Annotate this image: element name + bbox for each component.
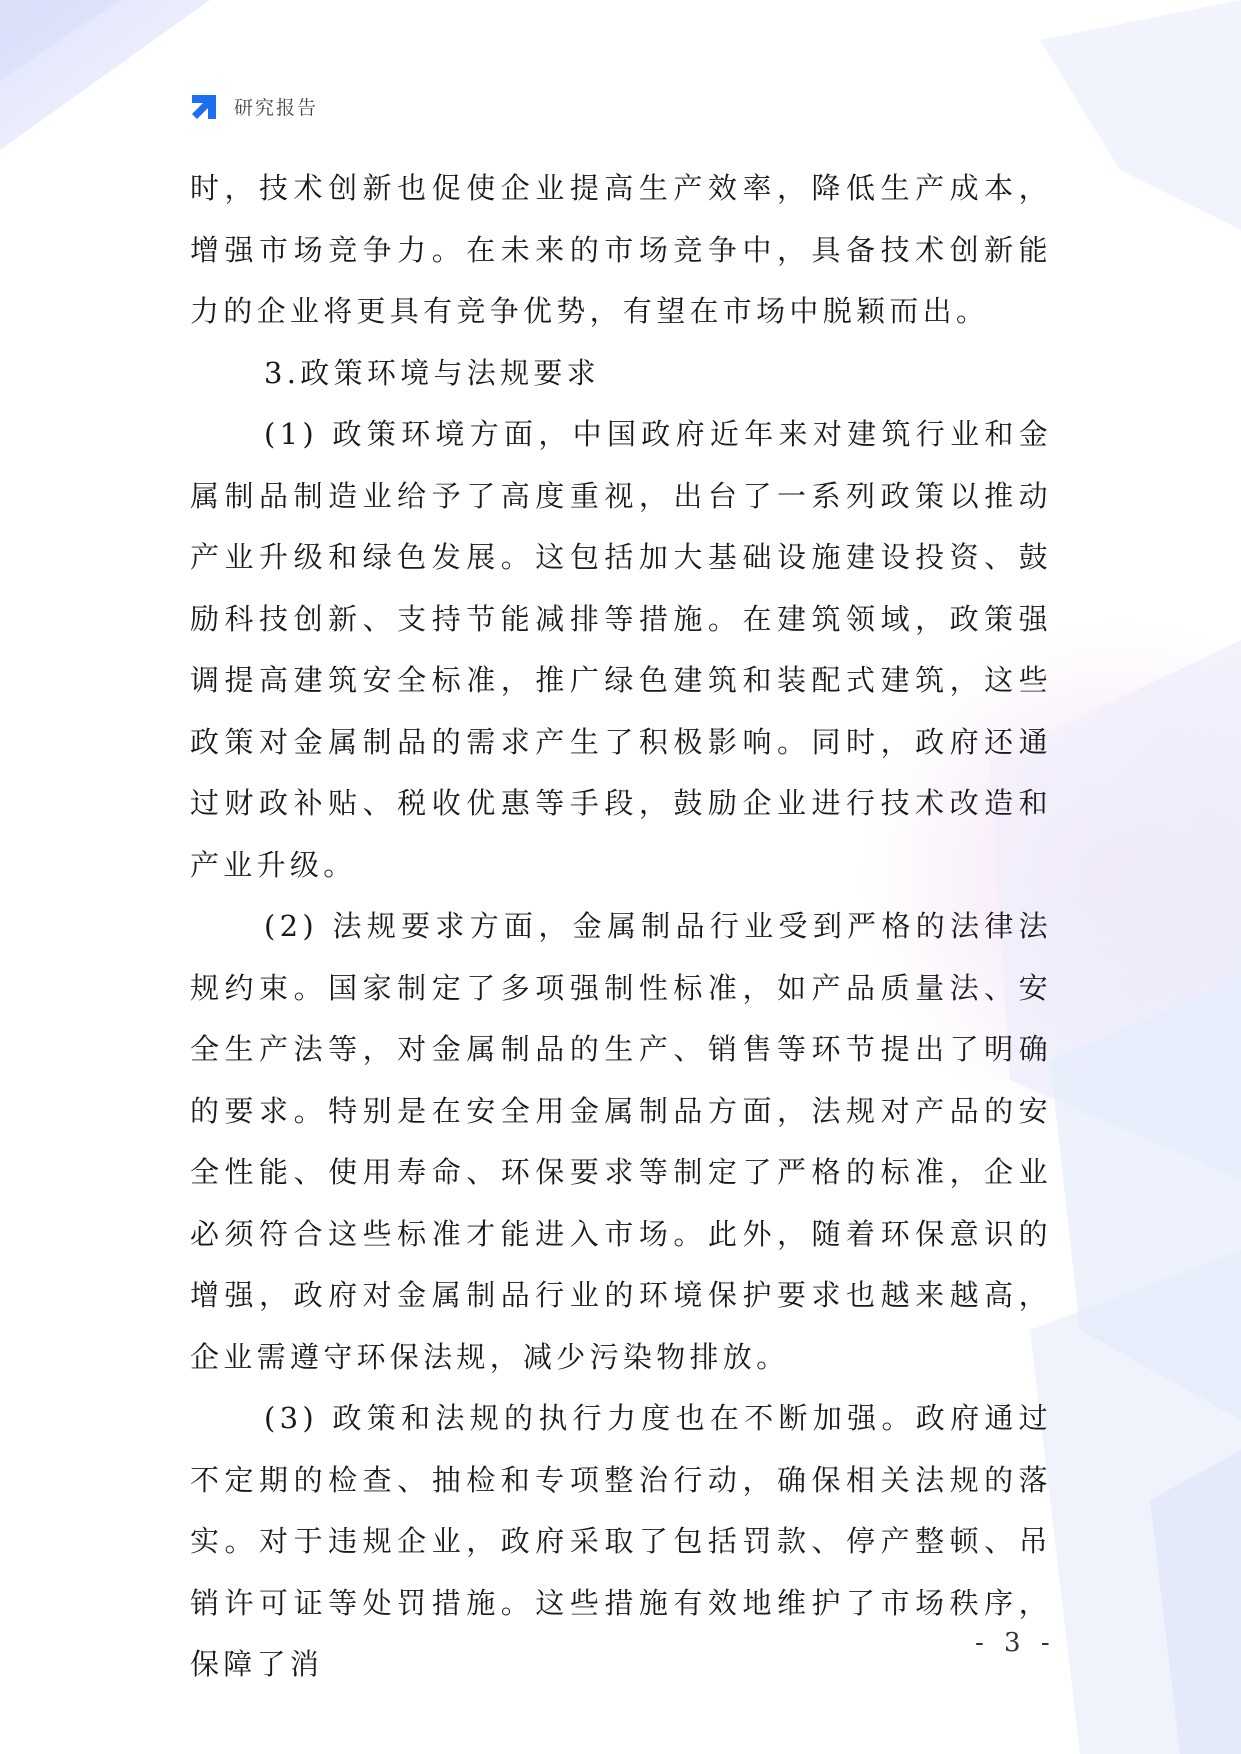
regulation-paragraph-2: (2) 法规要求方面，金属制品行业受到严格的法律法规约束。国家制定了多项强制性标准，如产品质量法、安全生产法等，对金属制品的生产、销售等环节提出了明确的要求。特别是在安全用金属制品方面，法规对产品的安全性能、使用寿命、环保要求等制定了严格的标准，企业必须符合这些标准才能进入市场。此外，随着环保意识的增强，政府对金属制品行业的环境保护要求也越来越高，企业需遵守环保法规，减少污染物排放。 (190, 909, 1052, 1374)
policy-paragraph-1: (1) 政策环境方面，中国政府近年来对建筑行业和金属制品制造业给予了高度重视，出台了一系列政策以推动产业升级和绿色发展。这包括加大基础设施建设投资、鼓励科技创新、支持节能减排等措施。在建筑领域，政策强调提高建筑安全标准，推广绿色建筑和装配式建筑，这些政策对金属制品的需求产生了积极影响。同时，政府还通过财政补贴、税收优惠等手段，鼓励企业进行技术改造和产业升级。 (190, 417, 1052, 882)
report-header (188, 88, 318, 124)
enforcement-paragraph-3: (3) 政策和法规的执行力度也在不断加强。政府通过不定期的检查、抽检和专项整治行动，确保相关法规的落实。对于违规企业，政府采取了包括罚款、停产整顿、吊销许可证等处罚措施。这些措施有效地维护了市场秩序，保障了消 (190, 1401, 1052, 1681)
header-title: 研究报告 (234, 96, 319, 119)
page-number: - 3 - (975, 1628, 1056, 1658)
document-body (190, 158, 1052, 1696)
arrow-up-right-icon (188, 89, 222, 123)
intro-paragraph: 时，技术创新也促使企业提高生产效率，降低生产成本，增强市场竞争力。在未来的市场竞争中，具备技术创新能力的企业将更具有竞争优势，有望在市场中脱颖而出。 (190, 171, 1052, 328)
section-heading: 3.政策环境与法规要求 (264, 355, 600, 390)
